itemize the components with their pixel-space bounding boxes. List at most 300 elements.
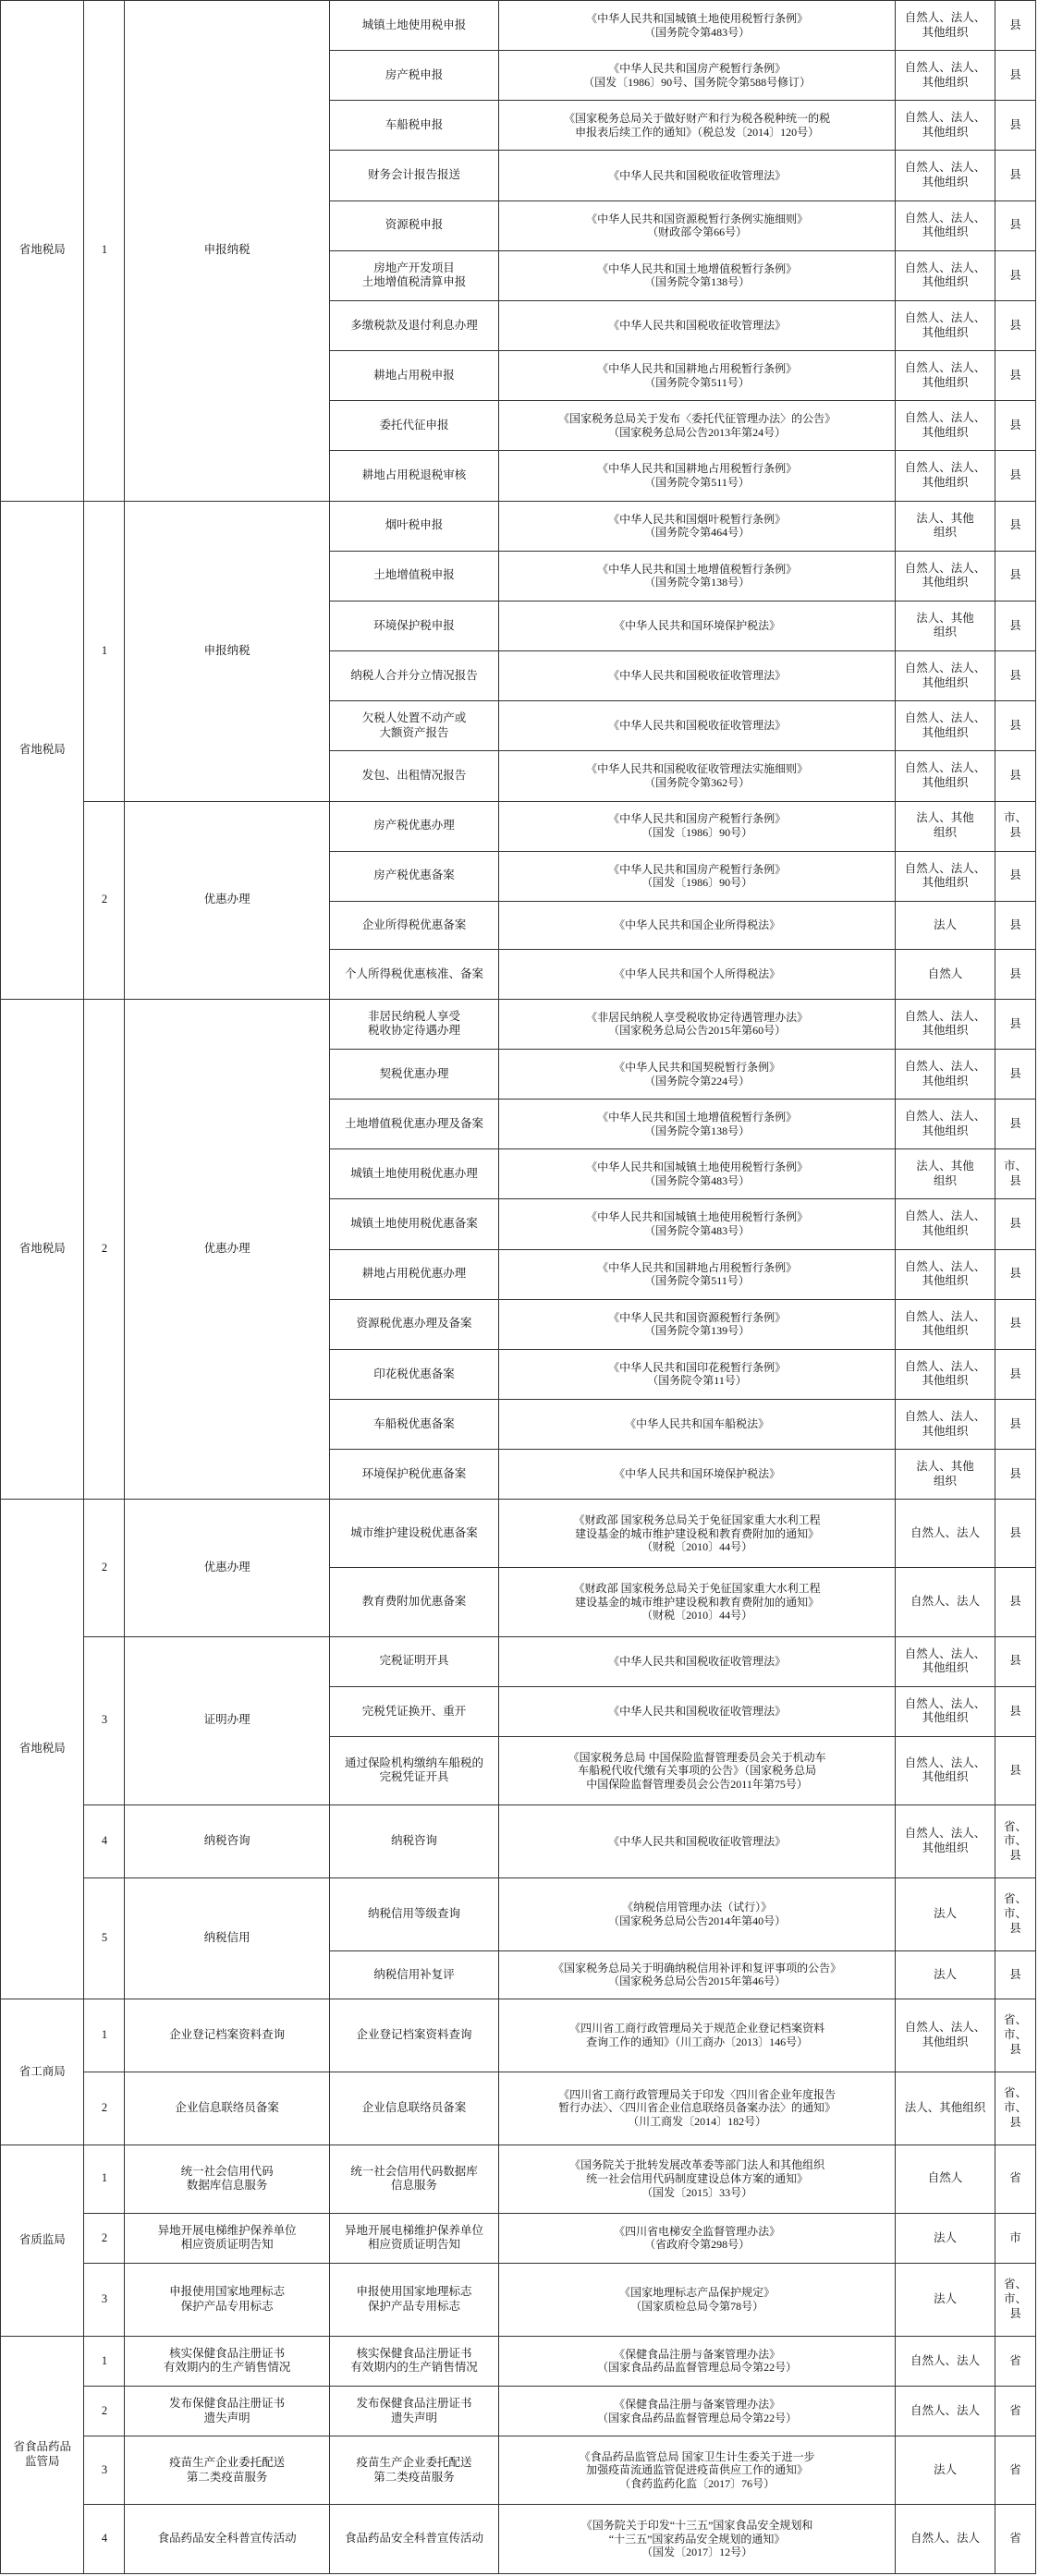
- basis-cell-line: （国务院令第138号）: [644, 576, 751, 589]
- subject-cell: [896, 1450, 995, 1500]
- basis-cell: [499, 1805, 896, 1878]
- table-row: [1, 2387, 1036, 2436]
- number-cell: 2: [84, 999, 125, 1500]
- subject-cell: [896, 1349, 995, 1399]
- basis-cell-line: （国发〔1986〕90号）: [641, 826, 753, 840]
- category-cell-line: 数据库信息服务: [186, 2179, 268, 2193]
- subject-cell-line: 其他组织: [922, 375, 969, 389]
- item-cell-line: 异地开展电梯维护保养单位: [344, 2223, 483, 2237]
- basis-cell: [499, 901, 896, 949]
- department-cell: 省地税局: [1, 999, 84, 1500]
- number-cell: 1: [84, 2336, 125, 2386]
- item-cell: [329, 701, 498, 751]
- basis-cell-line: 《中华人民共和国房产税暂行条例》: [608, 862, 787, 876]
- basis-cell-line: 《四川省工商行政管理局关于印发〈四川省企业年度报告: [558, 2087, 837, 2101]
- basis-cell: [499, 300, 896, 350]
- subject-cell-line: 其他组织: [922, 275, 969, 289]
- item-cell: 环境保护税优惠备案: [329, 1450, 498, 1500]
- item-cell: [329, 2213, 498, 2263]
- basis-cell-line: （财税〔2010〕44号）: [641, 1609, 753, 1622]
- department-cell: 省地税局: [1, 501, 84, 999]
- basis-cell-line: （财政部令第66号）: [647, 225, 748, 239]
- subject-cell-line: 自然人、法人、: [904, 1009, 986, 1023]
- item-cell: [329, 2436, 498, 2505]
- level-cell: 市、县: [995, 801, 1035, 851]
- basis-cell: [499, 1100, 896, 1149]
- level-cell: 县: [995, 1950, 1035, 1999]
- basis-cell-line: 《保健食品注册与备案管理办法》: [614, 2347, 781, 2361]
- number-cell: 3: [84, 1636, 125, 1804]
- subject-cell: [896, 1199, 995, 1249]
- subject-cell-line: 自然人: [927, 2171, 963, 2185]
- table-row: [1, 2336, 1036, 2386]
- basis-cell-line: （财税〔2010〕44号）: [641, 1540, 753, 1554]
- subject-cell-line: 其他组织: [922, 325, 969, 339]
- table-row: [1, 999, 1036, 1049]
- level-cell: 县: [995, 51, 1035, 101]
- basis-cell-line: 《财政部 国家税务总局关于免征国家重大水利工程: [573, 1582, 821, 1596]
- item-cell: 资源税申报: [329, 200, 498, 250]
- item-cell-line: 第二类疫苗服务: [373, 2470, 455, 2484]
- basis-cell-line: （国家质检总局令第78号）: [630, 2299, 764, 2313]
- basis-cell: [499, 1568, 896, 1636]
- basis-cell: [499, 200, 896, 250]
- number-cell: 2: [84, 1500, 125, 1636]
- item-cell: 企业登记档案资料查询: [329, 1999, 498, 2072]
- basis-cell-line: 《国家税务总局关于明确纳税信用补评和复评事项的公告》: [553, 1961, 842, 1975]
- subject-cell: [896, 1249, 995, 1299]
- basis-cell-line: 《中华人民共和国车船税法》: [625, 1417, 770, 1431]
- item-cell: 完税证明开具: [329, 1636, 498, 1686]
- basis-cell-line: （国务院令第138号）: [644, 275, 751, 289]
- department-cell-line: 省食品药品: [13, 2440, 71, 2454]
- basis-cell-line: 《国家税务总局关于发布〈委托代征管理办法〉的公告》: [558, 412, 837, 426]
- basis-cell: [499, 451, 896, 501]
- subject-cell: [896, 2213, 995, 2263]
- level-cell: 县: [995, 1349, 1035, 1399]
- basis-cell-line: 《中华人民共和国土地增值税暂行条例》: [597, 562, 798, 576]
- item-cell: [329, 2145, 498, 2213]
- level-cell: 省: [995, 2436, 1035, 2505]
- subject-cell-line: 其他组织: [922, 475, 969, 489]
- basis-cell-line: 《中华人民共和国企业所得税法》: [614, 918, 781, 932]
- category-cell: [125, 2387, 329, 2436]
- item-cell: 房产税优惠办理: [329, 801, 498, 851]
- subject-cell-line: 其他组织: [922, 1274, 969, 1288]
- category-cell: 证明办理: [125, 1636, 329, 1804]
- item-cell-line: 欠税人处置不动产或: [361, 711, 467, 725]
- basis-cell: [499, 2072, 896, 2145]
- table-row: [1, 2213, 1036, 2263]
- subject-cell-line: 其他组织: [922, 1374, 969, 1388]
- item-cell: 纳税信用补复评: [329, 1950, 498, 1999]
- category-cell: 企业信息联络员备案: [125, 2072, 329, 2145]
- basis-cell: [499, 2145, 896, 2213]
- category-cell: 优惠办理: [125, 999, 329, 1500]
- basis-cell: [499, 1349, 896, 1399]
- basis-cell-line: 《中华人民共和国房产税暂行条例》: [608, 62, 787, 76]
- basis-cell-line: 《国家地理标志产品保护规定》: [619, 2286, 775, 2300]
- item-cell-line: 疫苗生产企业委托配送: [356, 2456, 472, 2470]
- subject-cell-line: 组织: [933, 1474, 957, 1488]
- subject-cell-line: 其他组织: [922, 1711, 969, 1725]
- basis-cell-line: 《中华人民共和国税收征收管理法》: [608, 719, 787, 733]
- subject-cell-line: 自然人、法人、: [904, 1359, 986, 1373]
- subject-cell-line: 法人: [933, 2230, 957, 2244]
- item-cell: [329, 2387, 498, 2436]
- basis-cell: [499, 1736, 896, 1804]
- subject-cell-line: 自然人、法人、: [904, 711, 986, 725]
- item-cell: 教育费附加优惠备案: [329, 1568, 498, 1636]
- basis-cell-line: 《国务院关于批转发展改革委等部门法人和其他组织: [569, 2158, 825, 2172]
- subject-cell-line: 法人、其他: [916, 611, 974, 625]
- category-cell-line: 相应资质证明告知: [180, 2238, 274, 2252]
- basis-cell-line: “十三五”国家药品安全规划的通知》: [608, 2532, 786, 2546]
- level-cell: 县: [995, 200, 1035, 250]
- basis-cell-line: （国家食品药品监督管理总局令第22号）: [597, 2361, 798, 2375]
- subject-cell-line: 法人: [933, 2462, 957, 2476]
- category-cell-line: 保护产品专用标志: [180, 2299, 274, 2313]
- subject-cell: [896, 200, 995, 250]
- subject-cell: [896, 901, 995, 949]
- basis-cell-line: （国务院令第139号）: [644, 1324, 751, 1338]
- department-cell: 省质监局: [1, 2145, 84, 2336]
- level-cell: 县: [995, 1049, 1035, 1099]
- subject-cell-line: 自然人、法人、: [904, 261, 986, 274]
- basis-cell-line: 《中华人民共和国个人所得税法》: [614, 967, 781, 981]
- level-cell: 县: [995, 1199, 1035, 1249]
- table-row: [1, 1636, 1036, 1686]
- level-cell: 县: [995, 1450, 1035, 1500]
- subject-cell: [896, 401, 995, 451]
- subject-cell-line: 自然人、法人、: [904, 1059, 986, 1073]
- subject-cell: [896, 651, 995, 701]
- number-cell: 2: [84, 2072, 125, 2145]
- subject-cell-line: 自然人、法人、: [904, 1646, 986, 1660]
- basis-cell-line: （国务院令第483号）: [644, 1223, 751, 1237]
- table-row: [1, 2505, 1036, 2574]
- basis-cell: [499, 601, 896, 650]
- basis-cell-line: 《中华人民共和国土地增值税暂行条例》: [597, 261, 798, 275]
- item-cell-line: 完税凭证开具: [379, 1770, 449, 1784]
- basis-cell: [499, 2436, 896, 2505]
- basis-cell: [499, 351, 896, 401]
- subject-cell-line: 自然人、法人、: [904, 1209, 986, 1223]
- basis-cell-line: 《中华人民共和国耕地占用税暂行条例》: [597, 362, 798, 376]
- level-cell: 省: [995, 2387, 1035, 2436]
- level-cell: 县: [995, 1299, 1035, 1349]
- item-cell: 食品药品安全科普宣传活动: [329, 2505, 498, 2574]
- basis-cell-line: 《保健食品注册与备案管理办法》: [614, 2397, 781, 2411]
- basis-cell-line: （国务院令第511号）: [644, 1274, 750, 1288]
- subject-cell-line: 自然人、法人、: [904, 411, 986, 425]
- subject-cell-line: 其他组织: [922, 75, 969, 89]
- level-cell: 县: [995, 1568, 1035, 1636]
- subject-cell: [896, 701, 995, 751]
- item-cell: 车船税申报: [329, 101, 498, 151]
- level-cell: 县: [995, 601, 1035, 650]
- subject-cell: [896, 1299, 995, 1349]
- subject-cell-line: 自然人、法人、: [904, 1110, 986, 1124]
- item-cell: 多缴税款及退付利息办理: [329, 300, 498, 350]
- subject-cell-line: 其他组织: [922, 225, 969, 239]
- item-cell: 企业信息联络员备案: [329, 2072, 498, 2145]
- subject-cell-line: 自然人、法人、: [904, 761, 986, 775]
- table-row: [1, 1999, 1036, 2072]
- basis-cell-line: （食药监药化监〔2017〕76号）: [619, 2477, 775, 2491]
- subject-cell: [896, 451, 995, 501]
- category-cell: 企业登记档案资料查询: [125, 1999, 329, 2072]
- level-cell: 县: [995, 651, 1035, 701]
- basis-cell-line: 《中华人民共和国环境保护税法》: [614, 619, 781, 633]
- subject-cell-line: 其他组织: [922, 1661, 969, 1675]
- department-cell: 省工商局: [1, 1999, 84, 2145]
- category-cell-line: 发布保健食品注册证书: [169, 2396, 286, 2410]
- basis-cell-line: 《中华人民共和国房产税暂行条例》: [608, 812, 787, 826]
- subject-cell-line: 法人、其他: [916, 1160, 974, 1173]
- basis-cell: [499, 1636, 896, 1686]
- basis-cell-line: （国发〔1986〕90号）: [641, 876, 753, 890]
- subject-cell-line: 自然人、法人、: [904, 161, 986, 175]
- item-cell: 城镇土地使用税优惠备案: [329, 1199, 498, 1249]
- table-row: [1, 801, 1036, 851]
- subject-cell-line: 其他组织: [922, 1074, 969, 1088]
- basis-cell-line: 《中华人民共和国税收征收管理法实施细则》: [586, 762, 809, 776]
- basis-cell: [499, 1500, 896, 1568]
- basis-cell-line: 建设基金的城市维护建设税和教育费附加的通知》: [575, 1526, 820, 1540]
- category-cell-line: 申报使用国家地理标志: [169, 2285, 286, 2299]
- subject-cell-line: 组织: [933, 1173, 957, 1187]
- department-cell: 省地税局: [1, 1, 84, 502]
- category-cell: 优惠办理: [125, 1500, 329, 1636]
- subject-cell-line: 自然人、法人、: [904, 561, 986, 575]
- table-row: [1, 2145, 1036, 2213]
- subject-cell-line: 其他组织: [922, 725, 969, 739]
- basis-cell-line: 《中华人民共和国印花税暂行条例》: [608, 1360, 787, 1374]
- subject-cell-line: 自然人、法人、: [904, 1309, 986, 1323]
- basis-cell: [499, 2213, 896, 2263]
- basis-cell-line: （国发〔2015〕33号）: [641, 2185, 753, 2199]
- number-cell: 1: [84, 1, 125, 502]
- table-row: [1, 1, 1036, 51]
- subject-cell-line: 其他组织: [922, 1841, 969, 1854]
- subject-cell: [896, 1568, 995, 1636]
- basis-cell-line: 《国家税务总局 中国保险监督管理委员会关于机动车: [568, 1750, 826, 1764]
- subject-cell-line: 其他组织: [922, 1024, 969, 1038]
- category-cell-line: 统一社会信用代码: [180, 2164, 274, 2178]
- basis-cell-line: （国务院令第138号）: [644, 1124, 751, 1137]
- basis-cell: [499, 1199, 896, 1249]
- subject-cell-line: 法人: [933, 2292, 957, 2306]
- level-cell: 县: [995, 1636, 1035, 1686]
- basis-cell: [499, 801, 896, 851]
- subject-cell-line: 自然人、法人: [910, 2353, 980, 2367]
- subject-cell-line: 其他组织: [922, 1124, 969, 1137]
- basis-cell-line: 车船税代收代缴有关事项的公告》（国家税务总局: [578, 1764, 817, 1778]
- level-cell: 县: [995, 701, 1035, 751]
- subject-cell-line: 其他组织: [922, 425, 969, 439]
- basis-cell: [499, 1999, 896, 2072]
- subject-cell-line: 自然人、法人: [910, 1526, 980, 1540]
- category-cell: [125, 2145, 329, 2213]
- item-cell: [329, 1736, 498, 1804]
- subject-cell-line: 法人: [933, 1907, 957, 1921]
- basis-cell-line: （国务院令第483号）: [644, 1173, 751, 1187]
- subject-cell: [896, 801, 995, 851]
- subject-cell: [896, 551, 995, 601]
- category-cell: 申报纳税: [125, 501, 329, 801]
- subject-cell-line: 自然人、法人、: [904, 1409, 986, 1423]
- subject-cell-line: 其他组织: [922, 675, 969, 689]
- subject-cell: [896, 851, 995, 901]
- subject-cell-line: 其他组织: [922, 1324, 969, 1338]
- subject-cell: [896, 351, 995, 401]
- subject-cell: [896, 300, 995, 350]
- subject-cell-line: 自然人、法人、: [904, 1756, 986, 1769]
- number-cell: 3: [84, 2263, 125, 2336]
- table-row: [1, 1500, 1036, 1568]
- number-cell: 1: [84, 501, 125, 801]
- item-cell-line: 通过保险机构缴纳车船税的: [344, 1756, 483, 1769]
- item-cell-line: 信息服务: [390, 2179, 437, 2193]
- subject-cell-line: 其他组织: [922, 125, 969, 139]
- level-cell: 县: [995, 1500, 1035, 1568]
- level-cell: 省、市、县: [995, 1805, 1035, 1878]
- item-cell-line: 统一社会信用代码数据库: [350, 2164, 478, 2178]
- subject-cell: [896, 1400, 995, 1450]
- number-cell: 2: [84, 2213, 125, 2263]
- number-cell: 1: [84, 2145, 125, 2213]
- item-cell: [329, 999, 498, 1049]
- basis-cell-line: （川工商发〔2014〕182号）: [628, 2115, 767, 2129]
- subject-cell-line: 法人: [933, 1967, 957, 1981]
- basis-cell-line: 申报表后续工作的通知》（税总发〔2014〕120号）: [575, 125, 820, 139]
- subject-cell-line: 自然人、法人: [910, 1595, 980, 1609]
- basis-cell-line: 《食品药品监管总局 国家卫生计生委关于进一步: [579, 2449, 815, 2463]
- subject-cell-line: 法人、其他组织: [904, 2100, 986, 2114]
- item-cell: 房产税优惠备案: [329, 851, 498, 901]
- basis-cell-line: （国家税务总局公告2013年第24号）: [608, 425, 787, 439]
- basis-cell-line: 《非居民纳税人享受税收协定待遇管理办法》: [586, 1010, 809, 1024]
- subject-cell-line: 其他组织: [922, 2035, 969, 2048]
- item-cell-line: 税收协定待遇办理: [367, 1024, 460, 1038]
- basis-cell-line: （国家税务总局公告2014年第40号）: [608, 1914, 787, 1927]
- basis-cell-line: （国家税务总局公告2015年第46号）: [608, 1975, 787, 1988]
- item-cell: 契税优惠办理: [329, 1049, 498, 1099]
- level-cell: 省、市、县: [995, 2072, 1035, 2145]
- category-cell: 纳税咨询: [125, 1805, 329, 1878]
- subject-cell: [896, 250, 995, 300]
- basis-cell: [499, 751, 896, 801]
- level-cell: 县: [995, 1100, 1035, 1149]
- table-row: [1, 1877, 1036, 1950]
- item-cell: 车船税优惠备案: [329, 1400, 498, 1450]
- subject-cell: [896, 1877, 995, 1950]
- item-cell-line: 有效期内的生产销售情况: [350, 2361, 478, 2375]
- subject-cell-line: 组织: [933, 826, 957, 840]
- category-cell: 优惠办理: [125, 801, 329, 999]
- item-cell: [329, 250, 498, 300]
- item-cell: 印花税优惠备案: [329, 1349, 498, 1399]
- subject-cell-line: 法人、其他: [916, 1460, 974, 1474]
- item-cell: 完税凭证换开、重开: [329, 1686, 498, 1736]
- basis-cell-line: （国务院令第362号）: [644, 775, 751, 789]
- category-cell-line: 第二类疫苗服务: [186, 2470, 268, 2484]
- subject-cell: [896, 2263, 995, 2336]
- basis-cell-line: 加强疫苗流通监管促进疫苗供应工作的通知》: [586, 2463, 809, 2477]
- subject-cell-line: 自然人、法人、: [904, 1827, 986, 1841]
- basis-cell-line: 《中华人民共和国烟叶税暂行条例》: [608, 512, 787, 526]
- subject-cell-line: 自然人、法人: [910, 2532, 980, 2546]
- item-cell: 纳税人合并分立情况报告: [329, 651, 498, 701]
- level-cell: 省、市、县: [995, 1999, 1035, 2072]
- item-cell: 耕地占用税优惠办理: [329, 1249, 498, 1299]
- number-cell: 2: [84, 2387, 125, 2436]
- level-cell: 县: [995, 1400, 1035, 1450]
- category-cell: 纳税信用: [125, 1877, 329, 1999]
- subject-cell-line: 自然人、法人、: [904, 1259, 986, 1273]
- level-cell: 县: [995, 101, 1035, 151]
- item-cell: 纳税咨询: [329, 1805, 498, 1878]
- level-cell: 县: [995, 401, 1035, 451]
- basis-cell: [499, 1149, 896, 1199]
- item-cell-line: 相应资质证明告知: [367, 2238, 460, 2252]
- subject-cell: [896, 2387, 995, 2436]
- level-cell: 县: [995, 250, 1035, 300]
- item-cell: 企业所得税优惠备案: [329, 901, 498, 949]
- basis-cell-line: 《中华人民共和国税收征收管理法》: [608, 168, 787, 182]
- basis-cell: [499, 401, 896, 451]
- level-cell: 县: [995, 851, 1035, 901]
- basis-cell: [499, 501, 896, 551]
- subject-cell: [896, 1805, 995, 1878]
- subject-cell-line: 其他组织: [922, 576, 969, 589]
- level-cell: 县: [995, 1249, 1035, 1299]
- level-cell: 县: [995, 451, 1035, 501]
- department-cell: 省地税局: [1, 1500, 84, 1999]
- basis-cell-line: （国务院令第11号）: [647, 1374, 747, 1388]
- item-cell: 财务会计报告报送: [329, 151, 498, 200]
- subject-cell: [896, 501, 995, 551]
- subject-cell-line: 其他组织: [922, 176, 969, 189]
- table-row: [1, 1805, 1036, 1878]
- item-cell: [329, 2263, 498, 2336]
- subject-cell: [896, 1736, 995, 1804]
- subject-cell-line: 自然人、法人、: [904, 61, 986, 75]
- basis-cell-line: （国务院令第511号）: [644, 375, 750, 389]
- subject-cell-line: 自然人、法人、: [904, 361, 986, 375]
- basis-cell: [499, 2336, 896, 2386]
- level-cell: 省: [995, 2336, 1035, 2386]
- subject-cell: [896, 2505, 995, 2574]
- category-cell-line: 异地开展电梯维护保养单位: [157, 2223, 297, 2237]
- subject-cell-line: 其他组织: [922, 1223, 969, 1237]
- basis-cell: [499, 1877, 896, 1950]
- subject-cell-line: 其他组织: [922, 1770, 969, 1784]
- basis-cell: [499, 551, 896, 601]
- department-cell-line: 监管局: [24, 2454, 60, 2468]
- basis-cell-line: （省政府令第298号）: [644, 2238, 751, 2252]
- subject-cell-line: 自然人、法人、: [904, 2021, 986, 2035]
- item-cell: 耕地占用税退税审核: [329, 451, 498, 501]
- basis-cell: [499, 2387, 896, 2436]
- subject-cell-line: 其他组织: [922, 876, 969, 890]
- subject-cell: [896, 2436, 995, 2505]
- subject-cell-line: 自然人: [927, 966, 963, 980]
- subject-cell: [896, 2336, 995, 2386]
- basis-cell: [499, 999, 896, 1049]
- number-cell: 4: [84, 1805, 125, 1878]
